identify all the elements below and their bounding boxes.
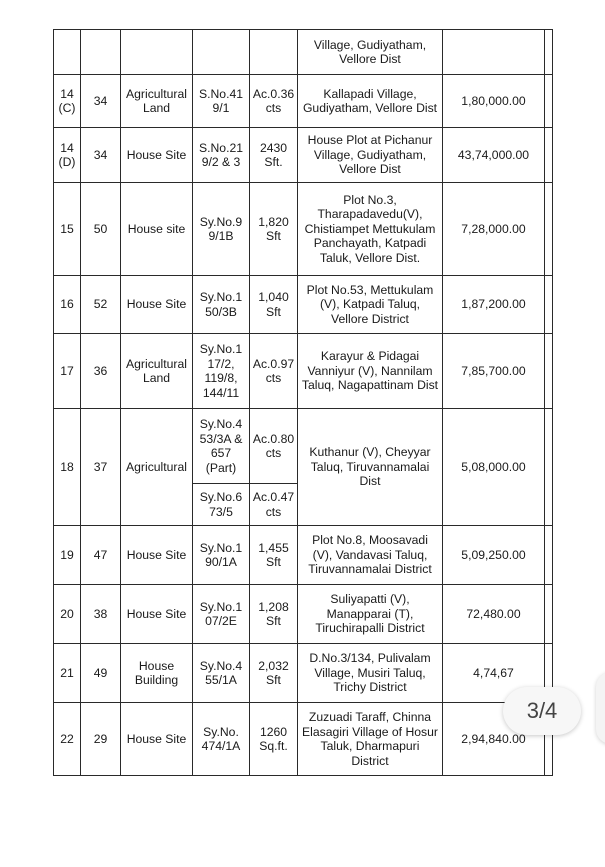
edge-cell (545, 526, 553, 585)
extent-cell: Ac.0.97 cts (250, 334, 298, 409)
extent-cell: 1,040 Sft (250, 276, 298, 334)
extent-cell: Ac.0.80 cts (250, 409, 298, 484)
location-cell: Plot No.8, Moosavadi (V), Vandavasi Taluq, Tiruvannamalai District (298, 526, 443, 585)
edge-cell (545, 183, 553, 276)
page-indicator: 3/4 (503, 687, 581, 735)
value-cell: 72,480.00 (443, 585, 545, 644)
value-cell: 1,80,000.00 (443, 75, 545, 128)
sl-no-cell: 18 (54, 409, 81, 526)
survey-no-cell: S.No.21 9/2 & 3 (193, 128, 250, 183)
nature-cell: House Site (121, 526, 193, 585)
edge-cell (545, 409, 553, 526)
value-cell: 7,85,700.00 (443, 334, 545, 409)
location-cell: Kuthanur (V), Cheyyar Taluq, Tiruvannamalai Dist (298, 409, 443, 526)
table-row (54, 703, 553, 776)
sl-no-cell: 22 (54, 703, 81, 776)
item-no-cell: 36 (81, 334, 121, 409)
sl-no-cell: 14 (D) (54, 128, 81, 183)
item-no-cell: 49 (81, 644, 121, 703)
survey-no-cell: Sy.No. 474/1A (193, 703, 250, 776)
table-row (54, 30, 553, 75)
edge-cell (545, 585, 553, 644)
extent-cell: 2,032 Sft (250, 644, 298, 703)
location-cell: Karayur & Pidagai Vanniyur (V), Nannilam Taluq, Nagapattinam Dist (298, 334, 443, 409)
table-row (54, 183, 553, 276)
extent-cell: Ac.0.47 cts (250, 484, 298, 526)
extent-cell: 1,455 Sft (250, 526, 298, 585)
value-cell: 7,28,000.00 (443, 183, 545, 276)
survey-no-cell: Sy.No.4 55/1A (193, 644, 250, 703)
side-scroll-handle[interactable] (596, 672, 605, 744)
survey-no-cell: Sy.No.1 90/1A (193, 526, 250, 585)
extent-cell: 1,208 Sft (250, 585, 298, 644)
sl-no-cell: 15 (54, 183, 81, 276)
edge-cell (545, 75, 553, 128)
survey-no-cell: Sy.No.6 73/5 (193, 484, 250, 526)
nature-cell: House Site (121, 128, 193, 183)
value-cell: 5,09,250.00 (443, 526, 545, 585)
item-no-cell: 34 (81, 128, 121, 183)
survey-no-cell: Sy.No.1 07/2E (193, 585, 250, 644)
extent-cell: 2430 Sft. (250, 128, 298, 183)
value-cell (443, 30, 545, 75)
item-no-cell: 47 (81, 526, 121, 585)
edge-cell (545, 128, 553, 183)
sl-no-cell: 16 (54, 276, 81, 334)
extent-cell: 1260 Sq.ft. (250, 703, 298, 776)
extent-cell (250, 30, 298, 75)
table-row (54, 75, 553, 128)
nature-cell: House Site (121, 703, 193, 776)
sl-no-cell: 14 (C) (54, 75, 81, 128)
property-table-container (53, 29, 553, 776)
sl-no-cell (54, 30, 81, 75)
sl-no-cell: 17 (54, 334, 81, 409)
nature-cell: House site (121, 183, 193, 276)
item-no-cell: 37 (81, 409, 121, 526)
survey-no-cell: Sy.No.1 50/3B (193, 276, 250, 334)
location-cell: Kallapadi Village, Gudiyatham, Vellore Dist (298, 75, 443, 128)
table-row (54, 128, 553, 183)
location-cell: D.No.3/134, Pulivalam Village, Musiri Taluq, Trichy District (298, 644, 443, 703)
extent-cell: 1,820 Sft (250, 183, 298, 276)
location-cell: Plot No.53, Mettukulam (V), Katpadi Taluq, Vellore District (298, 276, 443, 334)
nature-cell: Agricultural Land (121, 334, 193, 409)
table-row (54, 409, 553, 484)
item-no-cell (81, 30, 121, 75)
table-row (54, 644, 553, 703)
sl-no-cell: 21 (54, 644, 81, 703)
table-row (54, 585, 553, 644)
item-no-cell: 52 (81, 276, 121, 334)
item-no-cell: 50 (81, 183, 121, 276)
item-no-cell: 38 (81, 585, 121, 644)
nature-cell: House Site (121, 585, 193, 644)
nature-cell: Agricultural Land (121, 75, 193, 128)
item-no-cell: 34 (81, 75, 121, 128)
table-row (54, 526, 553, 585)
edge-cell (545, 334, 553, 409)
edge-cell (545, 30, 553, 75)
extent-cell: Ac.0.36 cts (250, 75, 298, 128)
table-row (54, 334, 553, 409)
item-no-cell: 29 (81, 703, 121, 776)
nature-cell: House Site (121, 276, 193, 334)
survey-no-cell: Sy.No.1 17/2, 119/8, 144/11 (193, 334, 250, 409)
nature-cell: Agricultural (121, 409, 193, 526)
sl-no-cell: 19 (54, 526, 81, 585)
survey-no-cell: Sy.No.4 53/3A & 657 (Part) (193, 409, 250, 484)
survey-no-cell (193, 30, 250, 75)
value-cell: 1,87,200.00 (443, 276, 545, 334)
edge-cell (545, 276, 553, 334)
survey-no-cell: Sy.No.9 9/1B (193, 183, 250, 276)
property-table (53, 29, 553, 776)
sl-no-cell: 20 (54, 585, 81, 644)
value-cell: 5,08,000.00 (443, 409, 545, 526)
table-row (54, 276, 553, 334)
nature-cell: House Building (121, 644, 193, 703)
nature-cell (121, 30, 193, 75)
value-cell: 2,94,840.00 (443, 703, 545, 776)
location-cell: House Plot at Pichanur Village, Gudiyatham, Vellore Dist (298, 128, 443, 183)
location-cell: Village, Gudiyatham, Vellore Dist (298, 30, 443, 75)
location-cell: Suliyapatti (V), Manapparai (T), Tiruchirapalli District (298, 585, 443, 644)
location-cell: Zuzuadi Taraff, Chinna Elasagiri Village of Hosur Taluk, Dharmapuri District (298, 703, 443, 776)
location-cell: Plot No.3, Tharapadavedu(V), Chistiampet Mettukulam Panchayath, Katpadi Taluk, Vellore Dist. (298, 183, 443, 276)
value-cell: 4,74,67 (443, 644, 545, 703)
value-cell: 43,74,000.00 (443, 128, 545, 183)
survey-no-cell: S.No.41 9/1 (193, 75, 250, 128)
